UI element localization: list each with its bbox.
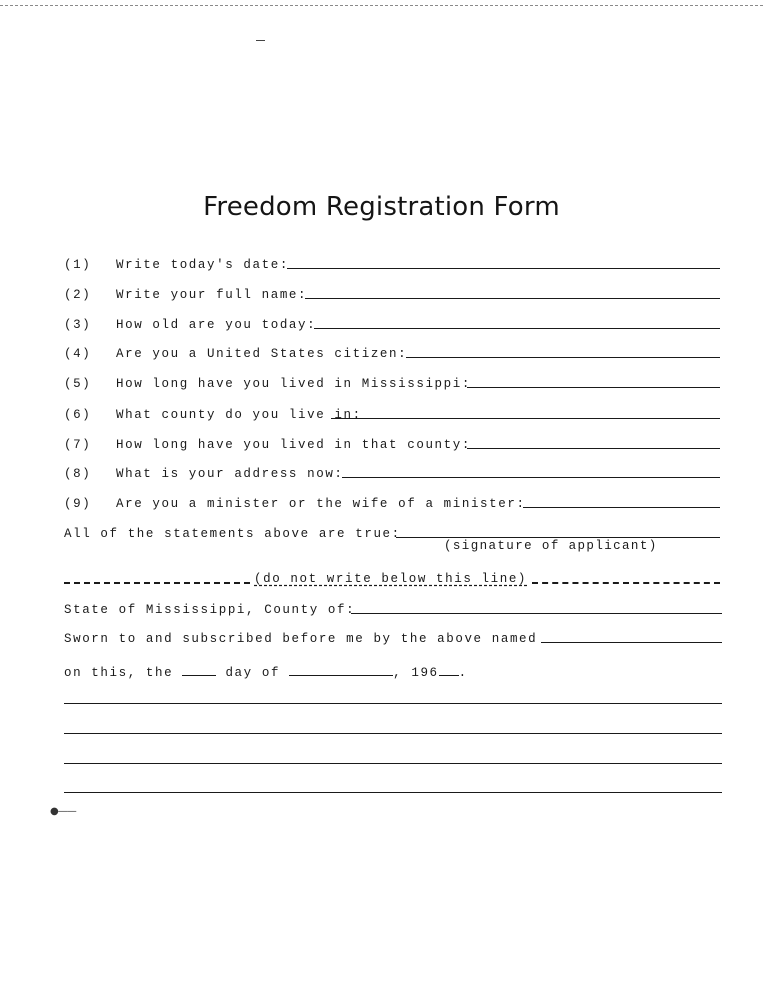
sworn-label: Sworn to and subscribed before me by the above named (64, 632, 538, 646)
question-text: How long have you lived in Mississippi: (116, 377, 471, 391)
answer-line-7[interactable] (467, 448, 720, 449)
question-number: (1) (64, 258, 92, 272)
question-number: (9) (64, 497, 92, 511)
attestation-text: All of the statements above are true: (64, 527, 401, 541)
cut-line-left (64, 582, 250, 584)
question-number: (8) (64, 467, 92, 481)
county-label: State of Mississippi, County of: (64, 603, 356, 617)
blank-line-4[interactable] (64, 792, 722, 793)
answer-line-2[interactable] (305, 298, 720, 299)
blank-line-1[interactable] (64, 703, 722, 704)
scan-speck (256, 40, 265, 41)
question-number: (5) (64, 377, 92, 391)
date-year-label: , 196 (393, 666, 439, 680)
question-text: What county do you live in: (116, 408, 362, 422)
date-day-label: day of (225, 666, 281, 680)
day-blank[interactable] (182, 663, 216, 676)
answer-line-3[interactable] (314, 328, 720, 329)
question-number: (7) (64, 438, 92, 452)
question-number: (4) (64, 347, 92, 361)
question-text: Write your full name: (116, 288, 308, 302)
question-number: (2) (64, 288, 92, 302)
union-bug-icon: ●—— (50, 806, 76, 817)
blank-line-2[interactable] (64, 733, 722, 734)
answer-line-5[interactable] (467, 387, 720, 388)
scan-top-edge (0, 0, 763, 6)
question-text: How long have you lived in that county: (116, 438, 471, 452)
question-text: What is your address now: (116, 467, 344, 481)
blank-line-3[interactable] (64, 763, 722, 764)
date-prefix: on this, the (64, 666, 174, 680)
form-title: Freedom Registration Form (203, 192, 560, 222)
year-blank[interactable] (439, 663, 459, 676)
question-text: Are you a minister or the wife of a minister: (116, 497, 526, 511)
question-number: (6) (64, 408, 92, 422)
answer-line-9[interactable] (523, 507, 720, 508)
cut-line-text: (do not write below this line) (254, 572, 528, 586)
question-text: Write today's date: (116, 258, 289, 272)
answer-line-1[interactable] (287, 268, 720, 269)
county-line[interactable] (351, 613, 722, 614)
month-blank[interactable] (289, 663, 393, 676)
date-end: . (458, 666, 468, 680)
sworn-name-line[interactable] (541, 642, 722, 643)
date-sentence (64, 663, 468, 680)
question-text: Are you a United States citizen: (116, 347, 408, 361)
question-number: (3) (64, 318, 92, 332)
signature-label: (signature of applicant) (444, 539, 658, 553)
question-text: How old are you today: (116, 318, 317, 332)
answer-line-8[interactable] (342, 477, 720, 478)
answer-line-6[interactable] (331, 418, 720, 419)
signature-line[interactable] (396, 537, 720, 538)
answer-line-4[interactable] (406, 357, 720, 358)
cut-line-right (532, 582, 720, 584)
